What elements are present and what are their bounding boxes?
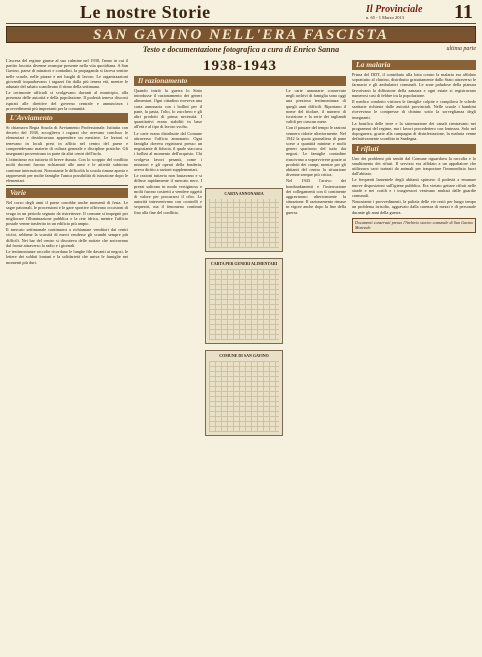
- intro-paragraph: L'ascesa del regime giunse al suo culmine nel 1938, l'anno in cui il partito fascista divenne ovunque presente nella vita quotidiana. A San Gavino, paese di minatori e contadini, la propaganda si faceva sentire nelle scuole, nelle piazze e nei luoghi di lavoro. Le organizzazioni giovanili inquadravano i ragazzi fin dalla più tenera età, mentre le adunate del sabato scandivano il ritmo della settimana.: [6, 58, 128, 90]
- ration-card-image-2: [205, 258, 283, 344]
- avviamento-paragraph: Si chiamava Regia Scuola di Avviamento Professionale. Istituita con decreto del 1938, accoglieva i ragazzi che avevano concluso le elementari e desideravano apprendere un mestiere. Le lezioni si tenevano in locali presi in affitto nel centro del paese e comprendevano materie di cultura generale e discipline pratiche. Gli insegnanti provenivano in parte da altri centri dell'isola.: [6, 125, 128, 157]
- page-number: 11: [454, 1, 473, 23]
- ration-card-title-2: CARTA PER GENERI ALIMENTARI: [210, 261, 278, 266]
- ration-card-title-1: CARTA ANNONARIA: [224, 191, 264, 196]
- razionamento-text-right: [286, 88, 346, 216]
- publication-name: Il Provinciale: [366, 4, 423, 15]
- part-tag: ultima parte: [446, 46, 476, 52]
- section-heading-malaria: La malaria: [352, 60, 476, 70]
- section-heading-razionamento: Il razionamento: [134, 76, 346, 86]
- malaria-paragraph-3: La bonifica delle terre e la sistemazione dei canali rientravano nei programmi del regime, ma i lavori procedettero con lentezza. Solo nel dopoguerra, grazie alla campagna di disinfestazione, la malaria venne definitivamente sconfitta in Sardegna.: [352, 120, 476, 142]
- ration-card-image-3: [205, 350, 283, 436]
- article-banner: SAN GAVINO NELL'ERA FASCISTA: [6, 26, 476, 43]
- malaria-paragraph: Prima del DDT, il contributo alla lotta contro la malaria era affidato soprattutto al chinino, distribuito gratuitamente dallo Stato attraverso le farmacie e gli ambulatori comunali. Le zone paludose della pianura favorivano la diffusione della zanzara e ogni estate si registravano numerosi casi di febbre tra la popolazione.: [352, 72, 476, 98]
- rifiuti-paragraph-2: Le frequenti lamentele degli abitanti spinsero il podestà a emanare nuove disposizioni sull'igiene pubblica. Era vietato gettare rifiuti nelle strade e nei cortili e i trasgressori venivano multati dalle guardie comunali.: [352, 177, 476, 199]
- ration-card-image-1: [205, 188, 283, 252]
- divider: [6, 185, 128, 186]
- rifiuti-paragraph: Uno dei problemi più sentiti dal Comune riguardava la raccolta e lo smaltimento dei rifiuti. Il servizio era affidato a un appaltatore che utilizzava carri trainati da animali per trasportare l'immondizia fuori dall'abitato.: [352, 155, 476, 177]
- ration-coupons-grid: [209, 269, 279, 340]
- varie-paragraph-2: Il mercato settimanale continuava a richiamare venditori dai centri vicini, sebbene la scarsità di merci rendesse gli scambi sempre più difficili. Nei bar del centro si discuteva delle notizie che arrivavano dal fronte attraverso la radio e i giornali.: [6, 227, 128, 248]
- razionamento-paragraph-4: Le carte annonarie conservate negli archivi di famiglia sono oggi una preziosa testimonianza di quegli anni difficili. Riportano il nome del titolare, il numero di iscrizione e la serie dei tagliandi validi per ciascun mese.: [286, 88, 346, 125]
- varie-paragraph: Nel corso degli anni il paese conobbe anche momenti di festa. Le sagre patronali, le processioni e le gare sportive offrivano occasioni di svago in un periodo segnato da ristrettezze. Il comune si impegnò per migliorare l'illuminazione pubblica e la rete idrica, mentre l'ufficio postale venne trasferito in un edificio più ampio.: [6, 200, 128, 227]
- section-heading-avviamento: L'Avviamento: [6, 113, 128, 123]
- section-title: Le nostre Storie: [80, 2, 211, 22]
- ration-cards-images: [205, 188, 283, 438]
- razionamento-paragraph-1: Quando iniziò la guerra lo Stato introdusse il razionamento dei generi alimentari. Ogni cittadino riceveva una carta annonaria con i bollini per il pane, la pasta, l'olio, lo zucchero e gli altri prodotti di prima necessità. I quantitativi erano stabiliti in base all'età e al tipo di lavoro svolto.: [134, 88, 202, 130]
- avviamento-paragraph-2: L'ottimismo era tuttavia di breve durata. Con lo scoppio del conflitto molti docenti furono richiamati alle armi e le attività subirono continue interruzioni. Nonostante le difficoltà la scuola rimase aperta e rappresentò per molte famiglie l'unica possibilità di istruzione dopo le elementari.: [6, 157, 128, 184]
- razionamento-paragraph-3: Le razioni tuttavia non bastavano e si diffuse rapidamente il mercato nero. I prezzi salirono in modo vertiginoso e molti furono costretti a vendere oggetti di valore per procurarsi il cibo. Le autorità intervenivano con controlli e sequestri, ma il fenomeno continuò fino alla fine del conflitto.: [134, 173, 202, 215]
- ration-coupons-grid: [209, 361, 279, 432]
- column-right: [352, 58, 476, 652]
- razionamento-paragraph-5: Con il passare del tempo le razioni vennero ridotte ulteriormente. Nel 1942 la quota giornaliera di pane scese a quantità minime e molti generi sparirono del tutto dai negozi. Le famiglie contadine riuscivano a sopravvivere grazie ai prodotti dei campi, mentre per gli abitanti del centro la situazione divenne sempre più critica.: [286, 125, 346, 178]
- page-header: [6, 2, 476, 24]
- year-range-heading: 1938-1943: [203, 58, 277, 74]
- varie-paragraph-3: Le testimonianze raccolte ricordano le lunghe file davanti ai negozi, le lettere dei soldati lontani e la solidarietà che univa le famiglie nei momenti più duri.: [6, 249, 128, 265]
- malaria-paragraph-2: Il medico condotto visitava le famiglie colpite e compilava le schede sanitarie richieste dalle autorità provinciali. Nelle scuole i bambini ricevevano le compresse di chinino sotto la sorveglianza degli insegnanti.: [352, 99, 476, 120]
- razionamento-text-left: [134, 88, 202, 216]
- ration-card-title-3: COMUNE DI SAN GAVINO: [219, 353, 269, 358]
- column-left: [6, 58, 128, 652]
- ration-coupons-grid: [209, 199, 279, 248]
- rifiuti-paragraph-3: Nonostante i provvedimenti, la pulizia delle vie restò per lungo tempo un problema irrisolto, aggravato dalla carenza di mezzi e di personale durante gli anni della guerra.: [352, 199, 476, 215]
- intro-paragraph-2: Le cerimonie ufficiali si svolgevano davanti al municipio, alla presenza delle autorità e della popolazione. Il podestà teneva discorsi ispirati alle direttive del governo centrale e annunciava i provvedimenti più importanti per la comunità.: [6, 90, 128, 111]
- article-subtitle: Testo e documentazione fotografica a cura di Enrico Sanna: [142, 45, 340, 54]
- section-heading-rifiuti: I rifiuti: [352, 144, 476, 154]
- section-heading-varie: Varie: [6, 188, 128, 198]
- razionamento-paragraph-6: Nel 1943 l'arrivo dei bombardamenti e l'interruzione dei collegamenti con il continente aggravarono ulteriormente la situazione. Il razionamento rimase in vigore anche dopo la fine della guerra.: [286, 178, 346, 215]
- issue-info: n. 65 - 1 Marzo 2013: [366, 15, 404, 20]
- archive-note: Documenti conservati presso l'Archivio storico comunale di San Gavino Monreale.: [352, 218, 476, 234]
- razionamento-paragraph-2: Le carte erano distribuite dal Comune attraverso l'ufficio annonario. Ogni famiglia doveva registrarsi presso un negoziante di fiducia, il quale staccava i bollini al momento dell'acquisto. Chi svolgeva lavori pesanti, come i minatori e gli operai della fonderia, aveva diritto a razioni supplementari.: [134, 130, 202, 173]
